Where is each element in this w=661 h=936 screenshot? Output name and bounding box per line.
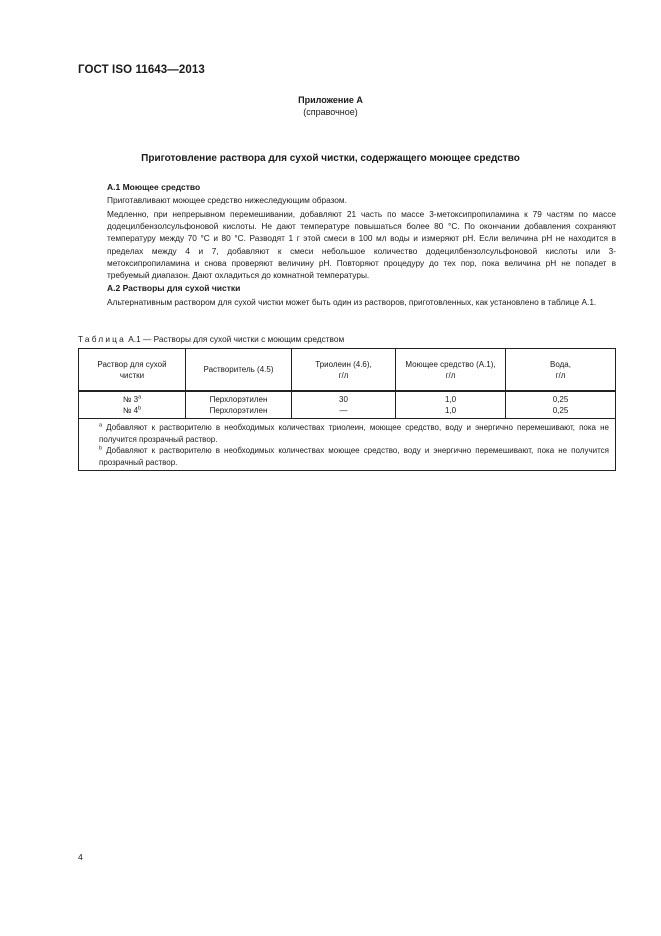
col-header-detergent: Моющее средство (А.1), г/л xyxy=(396,349,506,392)
cell-triolein: 30 — xyxy=(292,391,396,419)
section-a1-para2 xyxy=(78,208,616,281)
section-a1-para1-text: Приготавливают моющее средство нижеследующим образом. xyxy=(107,195,347,205)
section-a1-heading: А.1 Моющее средство xyxy=(107,182,201,192)
cell-solutions xyxy=(79,391,186,419)
annex-title: Приложение А xyxy=(298,95,363,105)
table-caption-prefix: Таблица xyxy=(78,334,126,344)
page-number: 4 xyxy=(78,852,83,862)
table-notes xyxy=(79,419,616,471)
col-header-triolein: Триолеин (4.6), г/л xyxy=(292,349,396,392)
table-note-b: $^b$ Добавляют к растворителю в необходимых количествах моющее средство, воду и энергично перемешивают, пока не получится прозрачный раствор. xyxy=(99,445,609,467)
table-note-a: $^a$ Добавляют к растворителю в необходимых количествах триолеин, моющее средство, воду и энергично перемешивают, пока не получится прозрачный раствор. xyxy=(99,422,609,444)
section-a2-para1 xyxy=(78,296,616,308)
section-a1-para2-text: Медленно, при непрерывном перемешивании, добавляют 21 часть по массе 3-метоксипропиламина к 79 частям по массе додецилбензолсульфоновой кислоты. Не дают температуре повышаться более 80 °С. По окончании добавления сохраняют температуру между 70 °С и 80 °С. Разводят 1 г этой смеси в 100 мл воды и измеряют рН. Если величина рН не находится в пределах между 4 и 7, добавляют к смеси небольшое количество додецилбензолсульфоновой кислоты или 3-метоксипропиламина и снова проверяют величину рН. Повторяют процедуру до тех пор, пока величина рН не попадет в требуемый диапазон. Дают охладиться до комнатной температуры. xyxy=(107,209,616,281)
document-code: ГОСТ ISO 11643—2013 xyxy=(78,64,205,76)
cell-solvents: Перхлорэтилен Перхлорэтилен xyxy=(186,391,292,419)
cell-water: 0,25 0,25 xyxy=(506,391,616,419)
table-row: № 4$^b$ xyxy=(122,404,142,415)
col-header-water: Вода, г/л xyxy=(506,349,616,392)
col-header-solution: Раствор для сухой чистки xyxy=(79,349,186,392)
solutions-table xyxy=(78,348,616,471)
col-header-solvent: Растворитель (4.5) xyxy=(186,349,292,392)
table-data-rows xyxy=(79,391,616,419)
table-row: № 3$^a$ xyxy=(122,394,142,404)
table-caption-text: А.1 — Растворы для сухой чистки с моющим средством xyxy=(125,334,345,344)
section-a2-para1-text: Альтернативным раствором для сухой чистки может быть один из растворов, приготовленных, как установлено в таблице А.1. xyxy=(107,297,597,307)
section-a2-heading: А.2 Растворы для сухой чистки xyxy=(107,283,241,293)
table-notes-row xyxy=(79,419,616,471)
annex-subtitle: (справочное) xyxy=(303,107,358,117)
document-title: Приготовление раствора для сухой чистки, содержащего моющее средство xyxy=(141,153,520,164)
cell-detergent: 1,0 1,0 xyxy=(396,391,506,419)
section-a1-para1 xyxy=(78,194,616,206)
table-caption xyxy=(78,334,344,344)
table-header-row xyxy=(79,349,616,392)
